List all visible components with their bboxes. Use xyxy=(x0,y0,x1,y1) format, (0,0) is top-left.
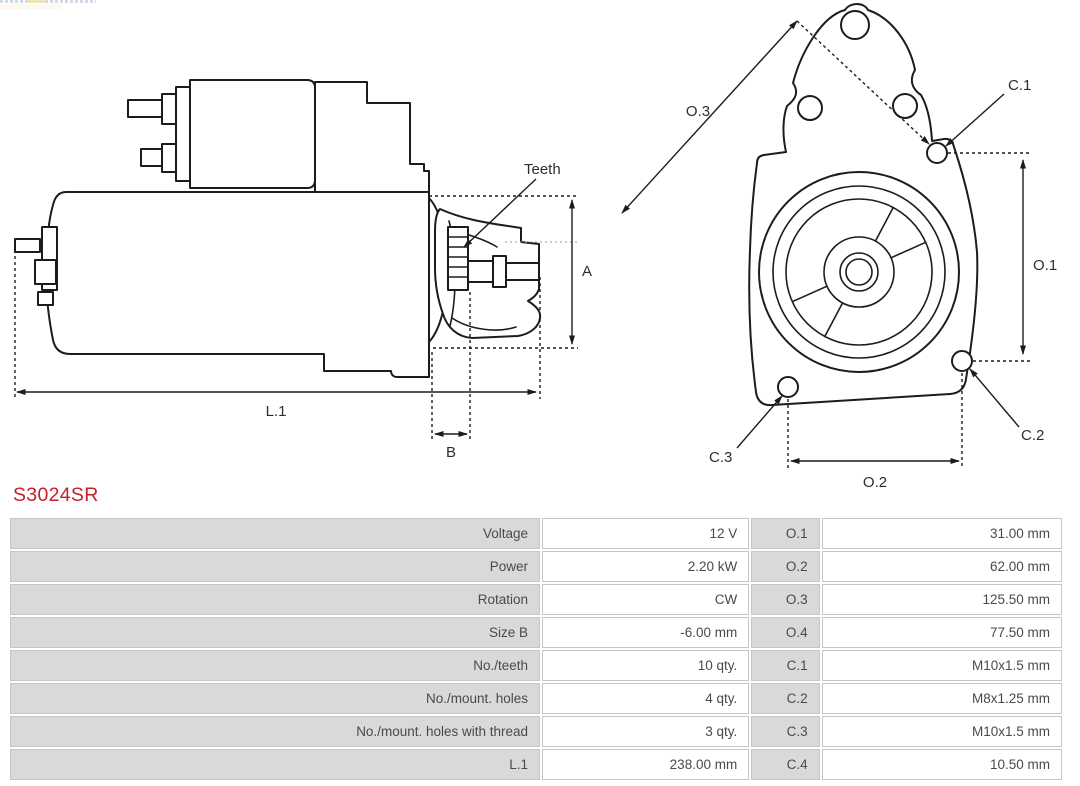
spec-dim: M10x1.5 mm xyxy=(822,716,1062,747)
teeth-label: Teeth xyxy=(524,161,561,178)
rear-stud2-icon xyxy=(38,292,53,305)
table-row xyxy=(10,650,1062,681)
dim-o2-label: O.2 xyxy=(862,474,888,491)
spec-dim: 10.50 mm xyxy=(822,749,1062,780)
spec-label: Size B xyxy=(10,617,540,648)
solenoid-terminal-collar xyxy=(162,94,176,124)
dim-o1-label: O.1 xyxy=(1033,257,1058,274)
spec-value: 10 qty. xyxy=(542,650,749,681)
spec-code: C.1 xyxy=(751,650,819,681)
starter-front-view-drawing xyxy=(622,4,1057,491)
c3-callout-line xyxy=(737,396,782,448)
right-bracket-hole xyxy=(893,94,917,118)
spec-value: 238.00 mm xyxy=(542,749,749,780)
spec-value: 4 qty. xyxy=(542,683,749,714)
spec-value: 3 qty. xyxy=(542,716,749,747)
shaft-nut xyxy=(493,256,506,287)
shaft-end xyxy=(506,263,539,280)
mount-hole-c1 xyxy=(927,143,947,163)
spec-value: -6.00 mm xyxy=(542,617,749,648)
spec-value: 12 V xyxy=(542,518,749,549)
pinion-shaft xyxy=(468,261,493,282)
spec-code: O.2 xyxy=(751,551,819,582)
solenoid-terminal-stud-icon xyxy=(128,100,162,117)
c2-callout-line xyxy=(970,369,1019,427)
spec-code: C.2 xyxy=(751,683,819,714)
spec-code: C.3 xyxy=(751,716,819,747)
spec-label: Rotation xyxy=(10,584,540,615)
spec-value: CW xyxy=(542,584,749,615)
spec-code: C.4 xyxy=(751,749,819,780)
spec-dim: M10x1.5 mm xyxy=(822,650,1062,681)
dim-a-label: A xyxy=(582,263,593,280)
spec-code: O.4 xyxy=(751,617,819,648)
rear-block xyxy=(35,260,56,284)
c1-callout-line xyxy=(946,94,1004,146)
dim-l1-label: L.1 xyxy=(265,403,287,420)
spec-label: Voltage xyxy=(10,518,540,549)
table-row xyxy=(10,518,1062,549)
spec-dim: 125.50 mm xyxy=(822,584,1062,615)
spec-code: O.3 xyxy=(751,584,819,615)
left-bracket-hole xyxy=(798,96,822,120)
motor-body xyxy=(46,192,429,377)
spec-dim: 62.00 mm xyxy=(822,551,1062,582)
c3-label: C.3 xyxy=(709,449,733,466)
part-number: S3024SR xyxy=(13,484,99,506)
solenoid-terminal-collar2 xyxy=(162,144,176,172)
top-bracket-hole xyxy=(841,11,869,39)
spec-label: L.1 xyxy=(10,749,540,780)
spec-dim: 31.00 mm xyxy=(822,518,1062,549)
spec-value: 2.20 kW xyxy=(542,551,749,582)
spec-label: Power xyxy=(10,551,540,582)
dim-o3-label: O.3 xyxy=(685,103,711,120)
solenoid-cap xyxy=(176,87,190,181)
table-row xyxy=(10,749,1062,780)
bell-housing-step xyxy=(315,82,429,192)
c1-label: C.1 xyxy=(1008,77,1032,94)
housing-outer-circle xyxy=(759,172,959,372)
table-row xyxy=(10,551,1062,582)
rear-stud-icon xyxy=(15,239,40,252)
spec-table xyxy=(8,516,1064,782)
dim-b-label: B xyxy=(445,444,457,461)
spec-code: O.1 xyxy=(751,518,819,549)
spec-label: No./mount. holes with thread xyxy=(10,716,540,747)
table-row xyxy=(10,683,1062,714)
c2-label: C.2 xyxy=(1021,427,1045,444)
spec-dim: 77.50 mm xyxy=(822,617,1062,648)
spec-label: No./mount. holes xyxy=(10,683,540,714)
table-row xyxy=(10,584,1062,615)
spec-dim: M8x1.25 mm xyxy=(822,683,1062,714)
table-row xyxy=(10,617,1062,648)
mount-hole-c3 xyxy=(778,377,798,397)
mount-hole-c2 xyxy=(952,351,972,371)
table-row xyxy=(10,716,1062,747)
solenoid-body xyxy=(190,80,315,188)
starter-side-view-drawing xyxy=(15,80,592,461)
solenoid-terminal-stud2-icon xyxy=(141,149,162,166)
spec-label: No./teeth xyxy=(10,650,540,681)
